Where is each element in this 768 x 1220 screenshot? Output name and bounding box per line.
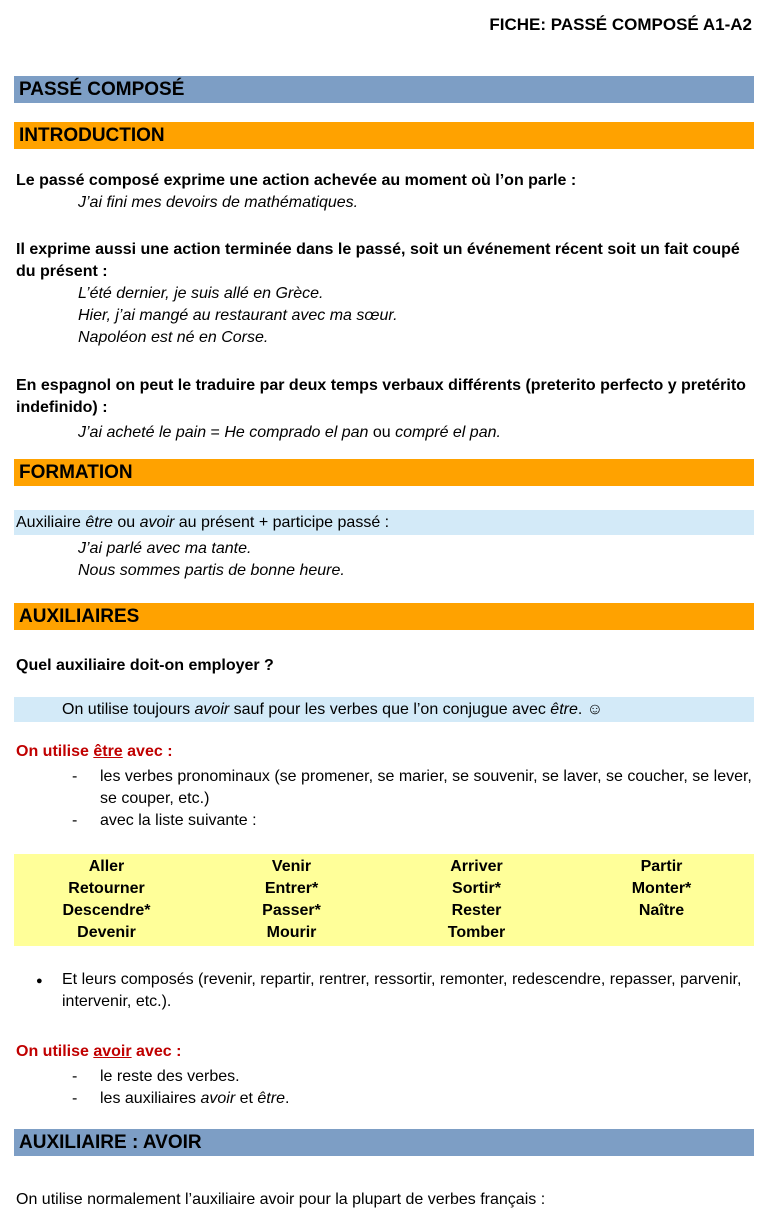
list-segment: les auxiliaires xyxy=(100,1090,201,1107)
list-segment: avoir xyxy=(200,1090,236,1107)
avoir-paragraph: On utilise normalement l’auxiliaire avoir pour la plupart de verbes français : xyxy=(16,1191,546,1208)
verb-cell: Rester xyxy=(451,902,502,919)
rule-segment: On utilise toujours xyxy=(62,701,195,718)
rule-segment: au présent + participe passé : xyxy=(174,514,390,531)
smiley-icon: ☺ xyxy=(586,701,604,718)
verb-cell xyxy=(569,922,754,944)
rule-segment: être xyxy=(85,514,113,531)
document-title: FICHE: PASSÉ COMPOSÉ A1-A2 xyxy=(489,15,752,34)
heading-segment: avec : xyxy=(131,1043,182,1060)
list-item-text: ● Et leurs composés (revenir, repartir, rentrer, ressortir, remonter, redescendre, repasser, parvenir, intervenir, etc.). xyxy=(62,971,742,1010)
banner-auxiliaire-avoir: AUXILIAIRE : AVOIR xyxy=(14,1129,754,1156)
list-item-text: - avec la liste suivante : xyxy=(100,812,257,829)
example-segment: compré el pan. xyxy=(395,424,501,441)
banner-auxiliaires: AUXILIAIRES xyxy=(14,603,754,630)
rule-segment: avoir xyxy=(139,514,175,531)
example-segment: ou xyxy=(368,424,396,441)
verb-cell: Sortir* xyxy=(452,880,501,897)
rule-segment: Auxiliaire xyxy=(16,514,86,531)
verb-cell: Entrer* xyxy=(264,880,319,897)
verb-cell: Mourir xyxy=(266,924,317,941)
example-segment: = xyxy=(206,424,225,441)
table-row xyxy=(14,922,754,944)
composes-bullet-item xyxy=(36,969,754,1013)
auxiliaires-question: Quel auxiliaire doit-on employer ? xyxy=(16,657,274,674)
etre-heading xyxy=(14,741,754,763)
intro-paragraph-1: Le passé composé exprime une action achevée au moment où l’on parle : xyxy=(16,172,577,189)
avoir-heading xyxy=(14,1041,754,1063)
intro-paragraph-3: En espagnol on peut le traduire par deux temps verbaux différents (preterito perfecto y pretérito indefinido) : xyxy=(16,377,746,416)
verb-cell: Arriver xyxy=(450,858,503,875)
heading-segment: On utilise xyxy=(16,743,94,760)
example-segment: J’ai acheté le pain xyxy=(78,424,207,441)
intro-paragraph-2: Il exprime aussi une action terminée dans le passé, soit un événement récent soit un fait coupé du présent : xyxy=(16,241,740,280)
verb-cell: Aller xyxy=(88,858,125,875)
rule-segment: être xyxy=(550,701,578,718)
intro-example-2c: Napoléon est né en Corse. xyxy=(78,329,269,346)
banner-formation: FORMATION xyxy=(14,459,754,486)
heading-segment: avec : xyxy=(122,743,173,760)
banner-passe-compose: PASSÉ COMPOSÉ xyxy=(14,76,754,103)
formation-example-1: J’ai parlé avec ma tante. xyxy=(78,540,252,557)
list-segment: et xyxy=(235,1090,258,1107)
verb-cell: Monter* xyxy=(631,880,692,897)
rule-segment: . xyxy=(577,701,587,718)
heading-segment: avoir xyxy=(93,1043,132,1060)
intro-example-translation xyxy=(78,422,754,444)
table-row xyxy=(14,900,754,922)
list-item-text: - le reste des verbes. xyxy=(100,1068,240,1085)
auxiliaires-rule xyxy=(14,697,754,722)
list-item-liste-suivante xyxy=(72,810,754,832)
heading-segment: être xyxy=(93,743,123,760)
list-segment: être xyxy=(257,1090,285,1107)
rule-segment: ou xyxy=(112,514,140,531)
verb-cell: Retourner xyxy=(68,880,145,897)
list-item-reste-verbes xyxy=(72,1066,754,1088)
table-row xyxy=(14,856,754,878)
list-item-text xyxy=(100,1088,754,1110)
example-segment: He comprado el pan xyxy=(224,424,369,441)
list-item-pronominaux xyxy=(72,766,754,810)
verb-cell: Venir xyxy=(271,858,312,875)
formation-rule xyxy=(14,510,754,535)
verb-cell: Tomber xyxy=(447,924,506,941)
verb-cell: Naître xyxy=(638,902,685,919)
intro-example-2a: L’été dernier, je suis allé en Grèce. xyxy=(78,285,324,302)
intro-example-1: J’ai fini mes devoirs de mathématiques. xyxy=(78,194,359,211)
table-row xyxy=(14,878,754,900)
list-item-text: - les verbes pronominaux (se promener, se marier, se souvenir, se laver, se coucher, se lever, se couper, etc.) xyxy=(100,768,752,807)
list-segment: . xyxy=(284,1090,290,1107)
verb-cell: Partir xyxy=(640,858,683,875)
etre-verbs-table xyxy=(14,854,754,946)
formation-example-2: Nous sommes partis de bonne heure. xyxy=(78,562,345,579)
verb-cell: Passer* xyxy=(262,902,321,919)
rule-segment: sauf pour les verbes que l’on conjugue avec xyxy=(229,701,551,718)
heading-segment: On utilise xyxy=(16,1043,94,1060)
verb-cell: Descendre* xyxy=(62,902,151,919)
verb-cell: Devenir xyxy=(77,924,136,941)
intro-example-2b: Hier, j’ai mangé au restaurant avec ma sœur. xyxy=(78,307,398,324)
rule-segment: avoir xyxy=(194,701,230,718)
list-item-auxiliaires xyxy=(72,1088,754,1110)
banner-introduction: INTRODUCTION xyxy=(14,122,754,149)
